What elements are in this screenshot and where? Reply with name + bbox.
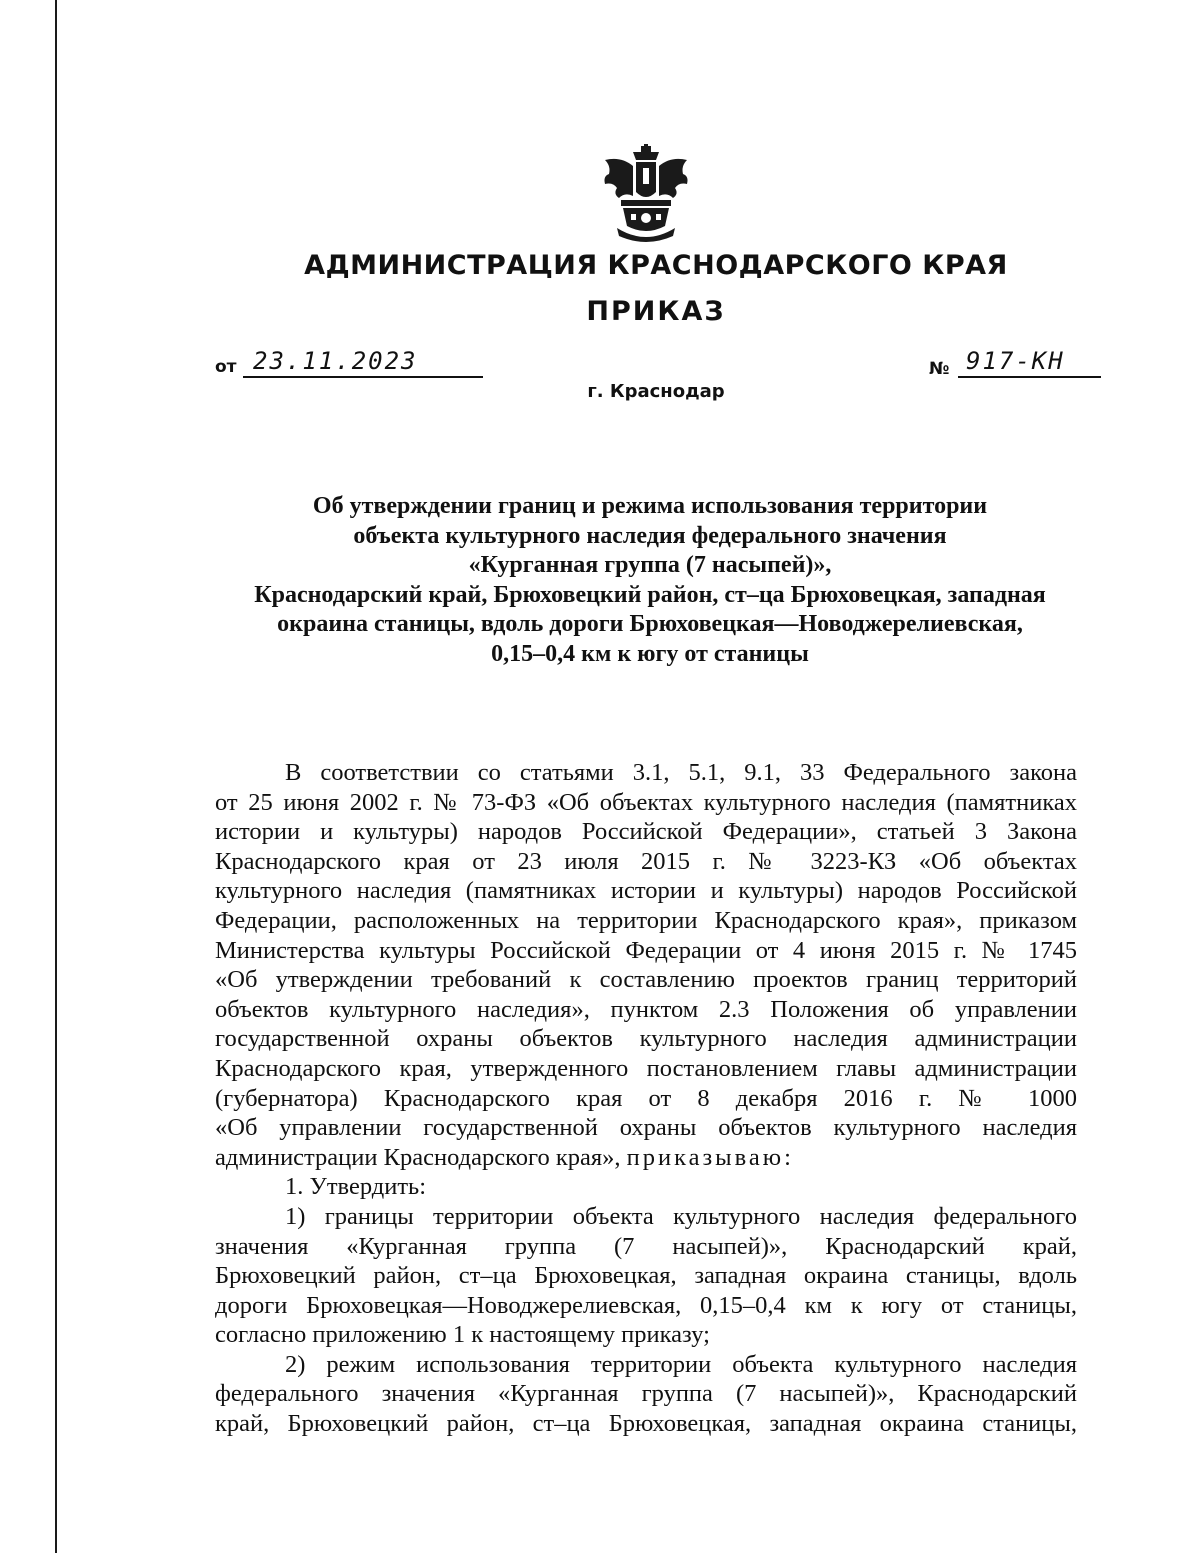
city: г. Краснодар	[587, 381, 725, 402]
number-label: №	[929, 359, 950, 379]
body-line: Брюховецкий район, ст–ца Брюховецкая, западная окраина станицы, вдоль	[215, 1262, 1077, 1290]
document-title	[190, 492, 1110, 669]
coat-of-arms-icon	[603, 144, 689, 242]
body-line: (губернатора) Краснодарского края от 8 декабря 2016 г. № 1000	[215, 1084, 1077, 1112]
body-line: дороги Брюховецкая—Новоджерелиевская, 0,15–0,4 км к югу от станицы,	[215, 1291, 1077, 1319]
date-value: 23.11.2023	[243, 346, 483, 378]
body-line: культурного наследия (памятниках истории и культуры) народов Российской	[215, 877, 1077, 905]
title-line: Об утверждении границ и режима использования территории	[312, 493, 988, 519]
body-line: «Об управлении государственной охраны объектов культурного наследия	[215, 1114, 1077, 1142]
preamble-paragraph	[215, 758, 1077, 1172]
title-line: окраина станицы, вдоль дороги Брюховецкая—Новоджерелиевская,	[277, 611, 1023, 637]
body-line: Министерства культуры Российской Федерации от 4 июня 2015 г. № 1745	[215, 936, 1077, 964]
date-label: от	[215, 357, 237, 377]
body-line: значения «Курганная группа (7 насыпей)», Краснодарский край,	[215, 1232, 1077, 1260]
body-line: «Об утверждении требований к составлению проектов границ территорий	[215, 966, 1077, 994]
body-line: 2) режим использования территории объекта культурного наследия	[285, 1350, 1077, 1378]
body-line: согласно приложению 1 к настоящему приказу;	[215, 1321, 710, 1349]
body-line: Федерации, расположенных на территории Краснодарского края», приказом	[215, 906, 1077, 934]
body-line: 1) границы территории объекта культурного наследия федерального	[285, 1202, 1077, 1230]
title-line: «Курганная группа (7 насыпей)»,	[468, 552, 832, 578]
document-number: 917-КН	[958, 346, 1101, 378]
order-word: приказываю:	[626, 1143, 794, 1171]
body-line: Краснодарского края от 23 июля 2015 г. № 3223-КЗ «Об объектах	[215, 847, 1077, 875]
title-line: Краснодарский край, Брюховецкий район, ст–ца Брюховецкая, западная	[254, 581, 1046, 608]
sub-item-1-paragraph	[215, 1202, 1077, 1350]
title-line: 0,15–0,4 км к югу от станицы	[491, 640, 809, 667]
document-type: ПРИКАЗ	[586, 296, 726, 327]
body-line: объектов культурного наследия», пунктом 2.3 Положения об управлении	[215, 995, 1077, 1023]
body-line: государственной охраны объектов культурного наследия администрации	[215, 1025, 1077, 1053]
body-line	[215, 1143, 1077, 1173]
scan-edge	[55, 0, 57, 1553]
preamble-last-text: администрации Краснодарского края»,	[215, 1143, 621, 1171]
body-line: от 25 июня 2002 г. № 73-ФЗ «Об объектах культурного наследия (памятниках	[215, 788, 1077, 816]
body-line: истории и культуры) народов Российской Федерации», статьей 3 Закона	[215, 818, 1077, 846]
item-1-paragraph	[215, 1172, 1077, 1202]
body-line: В соответствии со статьями 3.1, 5.1, 9.1, 33 Федерального закона	[285, 759, 1077, 786]
title-line: объекта культурного наследия федерального значения	[353, 522, 947, 549]
body-line: Краснодарского края, утвержденного постановлением главы администрации	[215, 1054, 1077, 1082]
body-line: федерального значения «Курганная группа (7 насыпей)», Краснодарский	[215, 1380, 1077, 1408]
body-line: край, Брюховецкий район, ст–ца Брюховецкая, западная окраина станицы,	[215, 1410, 1077, 1438]
body-line: 1. Утвердить:	[285, 1173, 427, 1201]
organization-name: АДМИНИСТРАЦИЯ КРАСНОДАРСКОГО КРАЯ	[304, 250, 1008, 281]
sub-item-2-paragraph	[215, 1350, 1077, 1439]
document-body	[215, 758, 1077, 1439]
